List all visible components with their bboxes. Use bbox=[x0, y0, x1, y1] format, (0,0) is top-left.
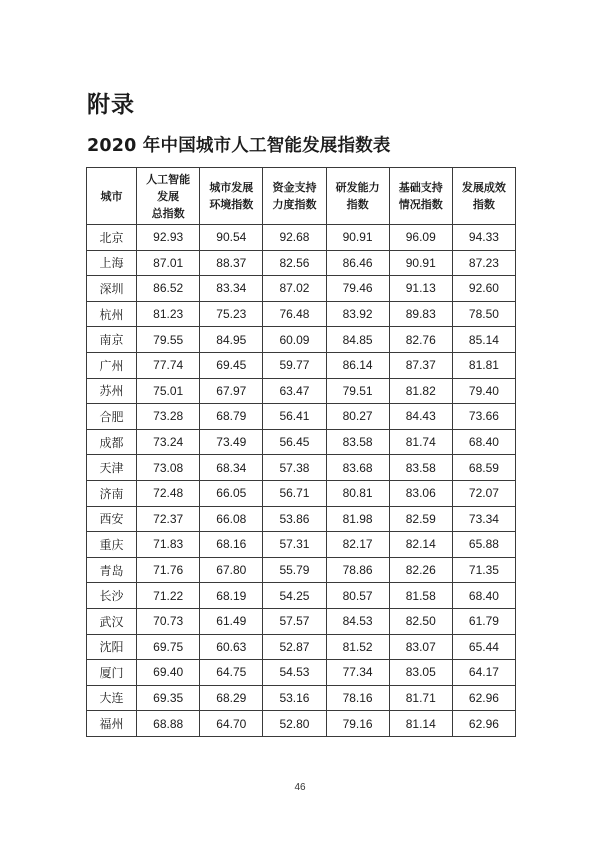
index-value-cell: 68.40 bbox=[452, 583, 515, 609]
index-value-cell: 81.58 bbox=[389, 583, 452, 609]
index-value-cell: 65.88 bbox=[452, 532, 515, 558]
index-value-cell: 91.13 bbox=[389, 276, 452, 302]
index-value-cell: 87.23 bbox=[452, 250, 515, 276]
city-name-cell: 西安 bbox=[87, 506, 137, 532]
index-value-cell: 80.57 bbox=[326, 583, 389, 609]
index-value-cell: 68.19 bbox=[200, 583, 263, 609]
index-value-cell: 73.34 bbox=[452, 506, 515, 532]
index-value-cell: 81.14 bbox=[389, 711, 452, 737]
index-value-cell: 67.97 bbox=[200, 378, 263, 404]
index-value-cell: 79.51 bbox=[326, 378, 389, 404]
index-value-cell: 57.38 bbox=[263, 455, 326, 481]
table-row bbox=[87, 532, 516, 558]
section-heading: 附录 bbox=[87, 92, 135, 118]
table-row bbox=[87, 634, 516, 660]
table-row bbox=[87, 480, 516, 506]
city-name-cell: 武汉 bbox=[87, 608, 137, 634]
index-value-cell: 82.14 bbox=[389, 532, 452, 558]
index-value-cell: 81.52 bbox=[326, 634, 389, 660]
column-header-line: 基础支持 bbox=[398, 181, 443, 194]
column-header bbox=[326, 168, 389, 225]
index-value-cell: 63.47 bbox=[263, 378, 326, 404]
index-value-cell: 82.59 bbox=[389, 506, 452, 532]
column-header-line: 指数 bbox=[346, 198, 369, 211]
index-value-cell: 84.53 bbox=[326, 608, 389, 634]
city-name-cell: 合肥 bbox=[87, 404, 137, 430]
index-value-cell: 75.23 bbox=[200, 301, 263, 327]
index-value-cell: 81.82 bbox=[389, 378, 452, 404]
index-value-cell: 86.52 bbox=[137, 276, 200, 302]
column-header-line: 情况指数 bbox=[398, 198, 443, 211]
index-value-cell: 72.07 bbox=[452, 480, 515, 506]
index-value-cell: 81.74 bbox=[389, 429, 452, 455]
column-header-line: 指数 bbox=[472, 198, 495, 211]
index-value-cell: 83.92 bbox=[326, 301, 389, 327]
index-value-cell: 73.08 bbox=[137, 455, 200, 481]
index-value-cell: 64.17 bbox=[452, 660, 515, 686]
table-row bbox=[87, 506, 516, 532]
index-value-cell: 82.50 bbox=[389, 608, 452, 634]
index-value-cell: 79.40 bbox=[452, 378, 515, 404]
table-row bbox=[87, 352, 516, 378]
index-value-cell: 68.88 bbox=[137, 711, 200, 737]
city-name-cell: 广州 bbox=[87, 352, 137, 378]
index-value-cell: 79.16 bbox=[326, 711, 389, 737]
index-value-cell: 81.23 bbox=[137, 301, 200, 327]
index-value-cell: 71.83 bbox=[137, 532, 200, 558]
city-name-cell: 天津 bbox=[87, 455, 137, 481]
column-header-line: 研发能力 bbox=[335, 181, 380, 194]
index-value-cell: 53.86 bbox=[263, 506, 326, 532]
table-row bbox=[87, 557, 516, 583]
index-value-cell: 84.95 bbox=[200, 327, 263, 353]
index-value-cell: 73.66 bbox=[452, 404, 515, 430]
index-value-cell: 83.58 bbox=[326, 429, 389, 455]
index-value-cell: 87.01 bbox=[137, 250, 200, 276]
index-value-cell: 52.87 bbox=[263, 634, 326, 660]
table-row bbox=[87, 378, 516, 404]
index-value-cell: 84.85 bbox=[326, 327, 389, 353]
city-name-cell: 济南 bbox=[87, 480, 137, 506]
index-value-cell: 82.26 bbox=[389, 557, 452, 583]
column-header bbox=[263, 168, 326, 225]
table-row bbox=[87, 250, 516, 276]
table-row bbox=[87, 301, 516, 327]
city-name-cell: 重庆 bbox=[87, 532, 137, 558]
index-value-cell: 87.37 bbox=[389, 352, 452, 378]
index-value-cell: 62.96 bbox=[452, 711, 515, 737]
index-value-cell: 79.55 bbox=[137, 327, 200, 353]
index-value-cell: 71.35 bbox=[452, 557, 515, 583]
index-value-cell: 68.59 bbox=[452, 455, 515, 481]
table-row bbox=[87, 583, 516, 609]
index-value-cell: 68.79 bbox=[200, 404, 263, 430]
city-name-cell: 福州 bbox=[87, 711, 137, 737]
index-value-cell: 82.76 bbox=[389, 327, 452, 353]
city-name-cell: 南京 bbox=[87, 327, 137, 353]
index-value-cell: 83.34 bbox=[200, 276, 263, 302]
city-name-cell: 大连 bbox=[87, 685, 137, 711]
index-value-cell: 56.71 bbox=[263, 480, 326, 506]
index-value-cell: 53.16 bbox=[263, 685, 326, 711]
index-value-cell: 55.79 bbox=[263, 557, 326, 583]
index-value-cell: 54.25 bbox=[263, 583, 326, 609]
index-value-cell: 72.37 bbox=[137, 506, 200, 532]
table-row bbox=[87, 685, 516, 711]
index-value-cell: 67.80 bbox=[200, 557, 263, 583]
column-header-line: 资金支持 bbox=[272, 181, 317, 194]
table-row bbox=[87, 660, 516, 686]
city-ai-index-table bbox=[86, 167, 516, 737]
table-row bbox=[87, 276, 516, 302]
index-value-cell: 71.76 bbox=[137, 557, 200, 583]
index-value-cell: 81.71 bbox=[389, 685, 452, 711]
city-name-cell: 苏州 bbox=[87, 378, 137, 404]
index-value-cell: 78.86 bbox=[326, 557, 389, 583]
index-value-cell: 83.68 bbox=[326, 455, 389, 481]
index-value-cell: 86.14 bbox=[326, 352, 389, 378]
table-row bbox=[87, 429, 516, 455]
table-row bbox=[87, 225, 516, 251]
index-value-cell: 82.56 bbox=[263, 250, 326, 276]
city-name-cell: 杭州 bbox=[87, 301, 137, 327]
index-value-cell: 83.06 bbox=[389, 480, 452, 506]
city-name-cell: 深圳 bbox=[87, 276, 137, 302]
index-value-cell: 90.91 bbox=[389, 250, 452, 276]
table-row bbox=[87, 711, 516, 737]
city-name-cell: 北京 bbox=[87, 225, 137, 251]
index-value-cell: 90.91 bbox=[326, 225, 389, 251]
index-value-cell: 92.60 bbox=[452, 276, 515, 302]
index-value-cell: 92.68 bbox=[263, 225, 326, 251]
city-name-cell: 长沙 bbox=[87, 583, 137, 609]
city-name-cell: 上海 bbox=[87, 250, 137, 276]
index-value-cell: 89.83 bbox=[389, 301, 452, 327]
index-value-cell: 59.77 bbox=[263, 352, 326, 378]
index-value-cell: 83.07 bbox=[389, 634, 452, 660]
index-value-cell: 73.28 bbox=[137, 404, 200, 430]
column-header-line: 总指数 bbox=[151, 206, 185, 220]
index-value-cell: 66.05 bbox=[200, 480, 263, 506]
column-header-line: 发展成效 bbox=[461, 181, 506, 194]
index-value-cell: 73.49 bbox=[200, 429, 263, 455]
index-value-cell: 83.05 bbox=[389, 660, 452, 686]
index-value-cell: 61.49 bbox=[200, 608, 263, 634]
index-value-cell: 72.48 bbox=[137, 480, 200, 506]
index-value-cell: 68.16 bbox=[200, 532, 263, 558]
city-name-cell: 厦门 bbox=[87, 660, 137, 686]
column-header bbox=[389, 168, 452, 225]
index-value-cell: 75.01 bbox=[137, 378, 200, 404]
column-header-line: 城市发展 bbox=[209, 181, 254, 194]
column-header-line: 城市 bbox=[100, 189, 123, 203]
index-value-cell: 66.08 bbox=[200, 506, 263, 532]
index-value-cell: 69.40 bbox=[137, 660, 200, 686]
index-value-cell: 80.27 bbox=[326, 404, 389, 430]
index-value-cell: 64.75 bbox=[200, 660, 263, 686]
index-value-cell: 57.57 bbox=[263, 608, 326, 634]
index-value-cell: 84.43 bbox=[389, 404, 452, 430]
index-value-cell: 87.02 bbox=[263, 276, 326, 302]
index-value-cell: 68.40 bbox=[452, 429, 515, 455]
index-value-cell: 69.75 bbox=[137, 634, 200, 660]
index-value-cell: 69.45 bbox=[200, 352, 263, 378]
index-value-cell: 68.29 bbox=[200, 685, 263, 711]
index-value-cell: 80.81 bbox=[326, 480, 389, 506]
column-header bbox=[200, 168, 263, 225]
index-value-cell: 52.80 bbox=[263, 711, 326, 737]
index-value-cell: 70.73 bbox=[137, 608, 200, 634]
index-value-cell: 85.14 bbox=[452, 327, 515, 353]
index-value-cell: 78.16 bbox=[326, 685, 389, 711]
index-value-cell: 77.34 bbox=[326, 660, 389, 686]
index-value-cell: 82.17 bbox=[326, 532, 389, 558]
index-value-cell: 64.70 bbox=[200, 711, 263, 737]
index-value-cell: 90.54 bbox=[200, 225, 263, 251]
column-header bbox=[452, 168, 515, 225]
table-row bbox=[87, 404, 516, 430]
index-value-cell: 61.79 bbox=[452, 608, 515, 634]
index-value-cell: 69.35 bbox=[137, 685, 200, 711]
index-value-cell: 94.33 bbox=[452, 225, 515, 251]
index-value-cell: 60.63 bbox=[200, 634, 263, 660]
column-header-line: 力度指数 bbox=[272, 198, 317, 211]
index-value-cell: 81.98 bbox=[326, 506, 389, 532]
index-value-cell: 62.96 bbox=[452, 685, 515, 711]
column-header-line: 发展 bbox=[157, 189, 180, 203]
index-value-cell: 73.24 bbox=[137, 429, 200, 455]
index-value-cell: 83.58 bbox=[389, 455, 452, 481]
index-value-cell: 60.09 bbox=[263, 327, 326, 353]
table-header-row bbox=[87, 168, 516, 225]
index-value-cell: 54.53 bbox=[263, 660, 326, 686]
index-value-cell: 77.74 bbox=[137, 352, 200, 378]
index-value-cell: 96.09 bbox=[389, 225, 452, 251]
index-value-cell: 56.41 bbox=[263, 404, 326, 430]
index-value-cell: 79.46 bbox=[326, 276, 389, 302]
index-value-cell: 56.45 bbox=[263, 429, 326, 455]
index-value-cell: 81.81 bbox=[452, 352, 515, 378]
table-title: 2020 年中国城市人工智能发展指数表 bbox=[87, 136, 391, 156]
index-value-cell: 92.93 bbox=[137, 225, 200, 251]
column-header bbox=[137, 168, 200, 225]
table-row bbox=[87, 608, 516, 634]
city-name-cell: 沈阳 bbox=[87, 634, 137, 660]
index-value-cell: 68.34 bbox=[200, 455, 263, 481]
index-value-cell: 88.37 bbox=[200, 250, 263, 276]
column-header-line: 人工智能 bbox=[146, 172, 191, 186]
index-value-cell: 65.44 bbox=[452, 634, 515, 660]
table-row bbox=[87, 327, 516, 353]
index-value-cell: 71.22 bbox=[137, 583, 200, 609]
index-value-cell: 57.31 bbox=[263, 532, 326, 558]
city-name-cell: 成都 bbox=[87, 429, 137, 455]
column-header-line: 环境指数 bbox=[209, 198, 254, 211]
index-value-cell: 78.50 bbox=[452, 301, 515, 327]
city-name-cell: 青岛 bbox=[87, 557, 137, 583]
column-header bbox=[87, 168, 137, 225]
table-row bbox=[87, 455, 516, 481]
index-value-cell: 76.48 bbox=[263, 301, 326, 327]
page-number: 46 bbox=[294, 782, 306, 793]
index-value-cell: 86.46 bbox=[326, 250, 389, 276]
